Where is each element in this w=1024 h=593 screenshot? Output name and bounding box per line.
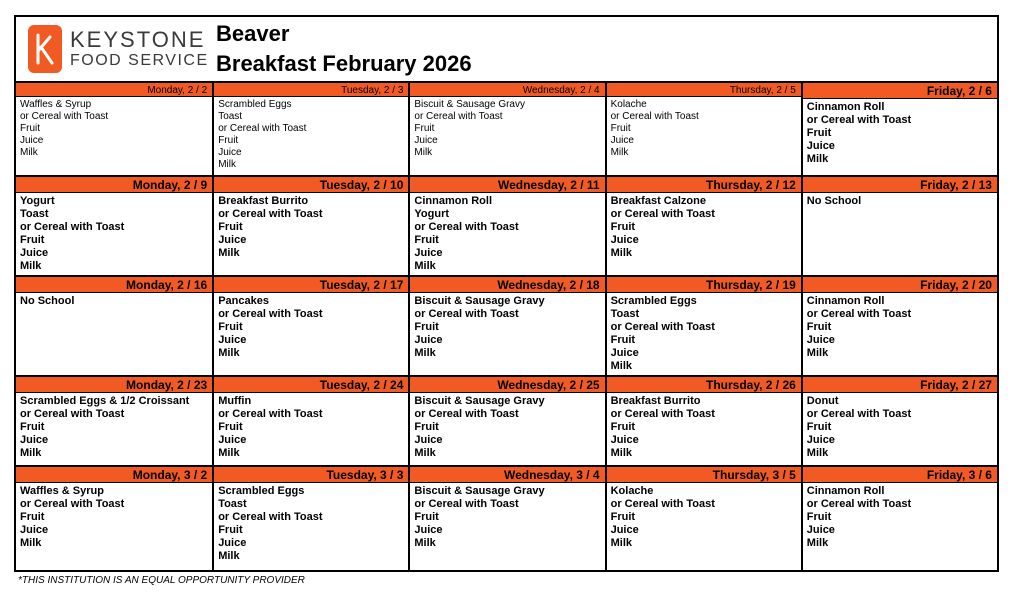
menu-item: Milk (610, 537, 632, 549)
day-menu (803, 99, 997, 175)
menu-item: Juice (414, 247, 443, 259)
menu-item: or Cereal with Toast (218, 208, 323, 220)
menu-item: or Cereal with Toast (414, 221, 519, 233)
menu-item: Milk (414, 537, 436, 549)
menu-item: Juice (20, 434, 49, 446)
menu-item: Juice (218, 234, 247, 246)
day-menu (214, 97, 408, 173)
day-cell (801, 375, 997, 465)
menu-item: Biscuit & Sausage Gravy (414, 485, 545, 497)
menu-item: Juice (414, 334, 443, 346)
menu-item: or Cereal with Toast (218, 308, 323, 320)
menu-item: No School (20, 295, 75, 307)
menu-item: Milk (20, 260, 42, 272)
menu-item: Juice (806, 434, 835, 446)
menu-header (16, 17, 997, 81)
day-menu (214, 193, 408, 275)
menu-item: or Cereal with Toast (20, 221, 125, 233)
day-cell (16, 81, 212, 175)
day-header: Tuesday, 2 / 3 (214, 81, 408, 97)
menu-item: Juice (610, 347, 639, 359)
menu-item: Juice (806, 524, 835, 536)
menu-item: Fruit (218, 524, 243, 536)
week-row (16, 375, 997, 465)
day-cell (801, 175, 997, 275)
menu-item: Yogurt (20, 195, 55, 207)
menu-item: Juice (806, 334, 835, 346)
menu-item: or Cereal with Toast (218, 511, 323, 523)
menu-item: Juice (414, 434, 443, 446)
day-header: Monday, 2 / 9 (16, 175, 212, 193)
day-menu (16, 483, 212, 570)
menu-item: Cinnamon Roll (806, 295, 885, 307)
day-cell (212, 465, 408, 570)
day-header: Wednesday, 3 / 4 (410, 465, 604, 483)
day-header: Friday, 2 / 6 (803, 81, 997, 99)
menu-item: or Cereal with Toast (414, 498, 519, 510)
day-cell (408, 465, 604, 570)
logo-line2: FOOD SERVICE (70, 52, 209, 69)
keystone-logo (28, 25, 212, 73)
menu-item: Biscuit & Sausage Gravy (414, 99, 525, 110)
menu-item: Juice (806, 140, 835, 152)
day-menu (607, 193, 801, 275)
week-row (16, 465, 997, 570)
menu-item: Fruit (806, 321, 832, 333)
day-cell (605, 375, 801, 465)
menu-item: Milk (806, 537, 829, 549)
menu-item: or Cereal with Toast (806, 308, 912, 320)
menu-item: Juice (218, 537, 247, 549)
day-menu (16, 393, 212, 465)
day-header: Thursday, 2 / 19 (607, 275, 801, 293)
menu-item: Juice (610, 135, 634, 146)
menu-item: Juice (610, 524, 639, 536)
day-menu (16, 97, 212, 173)
menu-item: Breakfast Calzone (610, 195, 706, 207)
day-cell (801, 275, 997, 375)
day-cell (408, 375, 604, 465)
menu-item: Scrambled Eggs & 1/2 Croissant (20, 395, 190, 407)
menu-item: or Cereal with Toast (414, 111, 503, 122)
day-menu (410, 97, 604, 173)
menu-item: Fruit (806, 421, 832, 433)
day-header: Tuesday, 2 / 10 (214, 175, 408, 193)
day-header: Wednesday, 2 / 25 (410, 375, 604, 393)
day-menu (803, 393, 997, 465)
menu-item: Fruit (806, 127, 832, 139)
day-cell (801, 465, 997, 570)
menu-item: Cinnamon Roll (806, 101, 885, 113)
day-header: Tuesday, 3 / 3 (214, 465, 408, 483)
day-menu (214, 483, 408, 570)
day-header: Thursday, 2 / 5 (607, 81, 801, 97)
menu-item: Waffles & Syrup (20, 485, 104, 497)
day-menu (607, 393, 801, 465)
day-menu (16, 293, 212, 375)
menu-item: or Cereal with Toast (610, 111, 699, 122)
menu-item: Fruit (20, 511, 45, 523)
menu-item: Milk (218, 447, 240, 459)
menu-item: Milk (218, 247, 240, 259)
day-menu (607, 483, 801, 570)
day-cell (408, 275, 604, 375)
menu-item: No School (806, 195, 862, 207)
day-cell (16, 175, 212, 275)
day-header: Monday, 3 / 2 (16, 465, 212, 483)
day-header: Thursday, 3 / 5 (607, 465, 801, 483)
menu-item: Toast (20, 208, 49, 220)
menu-item: or Cereal with Toast (218, 408, 323, 420)
menu-item: Breakfast Burrito (610, 395, 701, 407)
day-menu (607, 293, 801, 375)
menu-item: Milk (218, 550, 240, 562)
day-header: Friday, 2 / 27 (803, 375, 997, 393)
menu-item: Milk (414, 260, 436, 272)
menu-item: or Cereal with Toast (414, 308, 519, 320)
menu-item: Milk (610, 447, 632, 459)
menu-item: Milk (20, 147, 38, 158)
menu-item: or Cereal with Toast (806, 114, 912, 126)
day-header: Monday, 2 / 2 (16, 81, 212, 97)
menu-item: Milk (218, 347, 240, 359)
menu-item: Toast (218, 498, 247, 510)
menu-item: Scrambled Eggs (218, 485, 305, 497)
day-header: Wednesday, 2 / 18 (410, 275, 604, 293)
day-header: Wednesday, 2 / 11 (410, 175, 604, 193)
menu-item: Juice (218, 147, 242, 158)
day-menu (410, 193, 604, 275)
menu-item: Donut (806, 395, 839, 407)
menu-item: Juice (610, 434, 639, 446)
menu-item: Juice (20, 524, 49, 536)
day-menu (607, 97, 801, 173)
menu-item: or Cereal with Toast (610, 498, 715, 510)
day-header: Thursday, 2 / 12 (607, 175, 801, 193)
menu-item: Juice (20, 247, 49, 259)
week-row (16, 81, 997, 175)
day-header: Friday, 3 / 6 (803, 465, 997, 483)
menu-item: Muffin (218, 395, 252, 407)
day-menu (214, 293, 408, 375)
day-header: Wednesday, 2 / 4 (410, 81, 604, 97)
day-cell (605, 465, 801, 570)
day-cell (212, 275, 408, 375)
menu-item: or Cereal with Toast (414, 408, 519, 420)
menu-grid (16, 81, 997, 570)
menu-item: Fruit (806, 511, 832, 523)
menu-item: Juice (218, 334, 247, 346)
menu-item: Toast (218, 111, 243, 122)
week-row (16, 175, 997, 275)
menu-item: Kolache (610, 485, 654, 497)
menu-item: Fruit (20, 123, 40, 134)
menu-item: Milk (610, 247, 632, 259)
menu-item: Biscuit & Sausage Gravy (414, 295, 545, 307)
day-menu (803, 193, 997, 275)
day-cell (605, 81, 801, 175)
menu-item: or Cereal with Toast (610, 208, 715, 220)
menu-item: Milk (610, 360, 632, 372)
menu-item: or Cereal with Toast (20, 111, 109, 122)
day-cell (605, 175, 801, 275)
menu-item: Fruit (414, 321, 439, 333)
day-cell (212, 81, 408, 175)
menu-item: Juice (610, 234, 639, 246)
menu-item: or Cereal with Toast (20, 498, 125, 510)
day-menu (803, 293, 997, 375)
day-menu (410, 393, 604, 465)
menu-item: or Cereal with Toast (610, 321, 715, 333)
menu-item: Juice (414, 135, 438, 146)
menu-item: Milk (218, 159, 236, 170)
day-menu (410, 483, 604, 570)
menu-item: or Cereal with Toast (806, 498, 912, 510)
day-cell (16, 375, 212, 465)
menu-item: Juice (218, 434, 247, 446)
day-menu (214, 393, 408, 465)
day-cell (801, 81, 997, 175)
menu-item: or Cereal with Toast (806, 408, 912, 420)
footer-note: *THIS INSTITUTION IS AN EQUAL OPPORTUNITY PROVIDER (18, 575, 305, 586)
menu-item: Fruit (610, 123, 631, 134)
menu-frame (14, 15, 999, 572)
day-header: Monday, 2 / 23 (16, 375, 212, 393)
day-header: Monday, 2 / 16 (16, 275, 212, 293)
school-name: Beaver (216, 21, 290, 46)
menu-item: Scrambled Eggs (218, 99, 292, 110)
menu-item: Cinnamon Roll (806, 485, 885, 497)
menu-item: Waffles & Syrup (20, 99, 92, 110)
menu-item: Fruit (218, 135, 239, 146)
menu-item: Juice (414, 524, 443, 536)
menu-item: Cinnamon Roll (414, 195, 492, 207)
menu-item: Fruit (414, 421, 439, 433)
day-header: Friday, 2 / 13 (803, 175, 997, 193)
day-header: Thursday, 2 / 26 (607, 375, 801, 393)
menu-item: Milk (20, 447, 42, 459)
menu-item: Fruit (610, 511, 636, 523)
day-header: Tuesday, 2 / 24 (214, 375, 408, 393)
menu-item: Scrambled Eggs (610, 295, 697, 307)
day-cell (605, 275, 801, 375)
day-cell (212, 175, 408, 275)
k-logo-icon (28, 25, 62, 73)
menu-item: Toast (610, 308, 640, 320)
menu-title: Breakfast February 2026 (216, 51, 472, 76)
menu-item: Fruit (610, 421, 636, 433)
menu-item: Fruit (414, 511, 439, 523)
menu-item: Milk (414, 347, 436, 359)
menu-item: Fruit (20, 234, 45, 246)
menu-item: Fruit (218, 421, 243, 433)
menu-item: Biscuit & Sausage Gravy (414, 395, 545, 407)
menu-item: Fruit (610, 334, 636, 346)
logo-line1: KEYSTONE (70, 27, 206, 52)
menu-item: Fruit (218, 321, 243, 333)
menu-item: Milk (414, 147, 433, 158)
day-cell (16, 275, 212, 375)
menu-item: Milk (20, 537, 42, 549)
menu-item: Juice (20, 135, 44, 146)
menu-item: Milk (414, 447, 436, 459)
day-cell (212, 375, 408, 465)
day-menu (410, 293, 604, 375)
day-header: Tuesday, 2 / 17 (214, 275, 408, 293)
menu-item: Milk (806, 153, 829, 165)
menu-item: or Cereal with Toast (610, 408, 715, 420)
menu-item: Milk (610, 147, 629, 158)
day-cell (408, 81, 604, 175)
day-menu (16, 193, 212, 275)
menu-item: Breakfast Burrito (218, 195, 309, 207)
week-row (16, 275, 997, 375)
menu-item: Fruit (610, 221, 636, 233)
menu-item: Kolache (610, 99, 647, 110)
day-header: Friday, 2 / 20 (803, 275, 997, 293)
menu-item: Yogurt (414, 208, 450, 220)
day-cell (16, 465, 212, 570)
menu-item: Milk (806, 347, 829, 359)
menu-item: Fruit (20, 421, 45, 433)
day-menu (803, 483, 997, 570)
menu-item: Milk (806, 447, 829, 459)
menu-item: Fruit (414, 234, 439, 246)
menu-item: or Cereal with Toast (218, 123, 307, 134)
menu-item: or Cereal with Toast (20, 408, 125, 420)
day-cell (408, 175, 604, 275)
menu-item: Fruit (218, 221, 243, 233)
menu-item: Fruit (414, 123, 435, 134)
menu-item: Pancakes (218, 295, 269, 307)
